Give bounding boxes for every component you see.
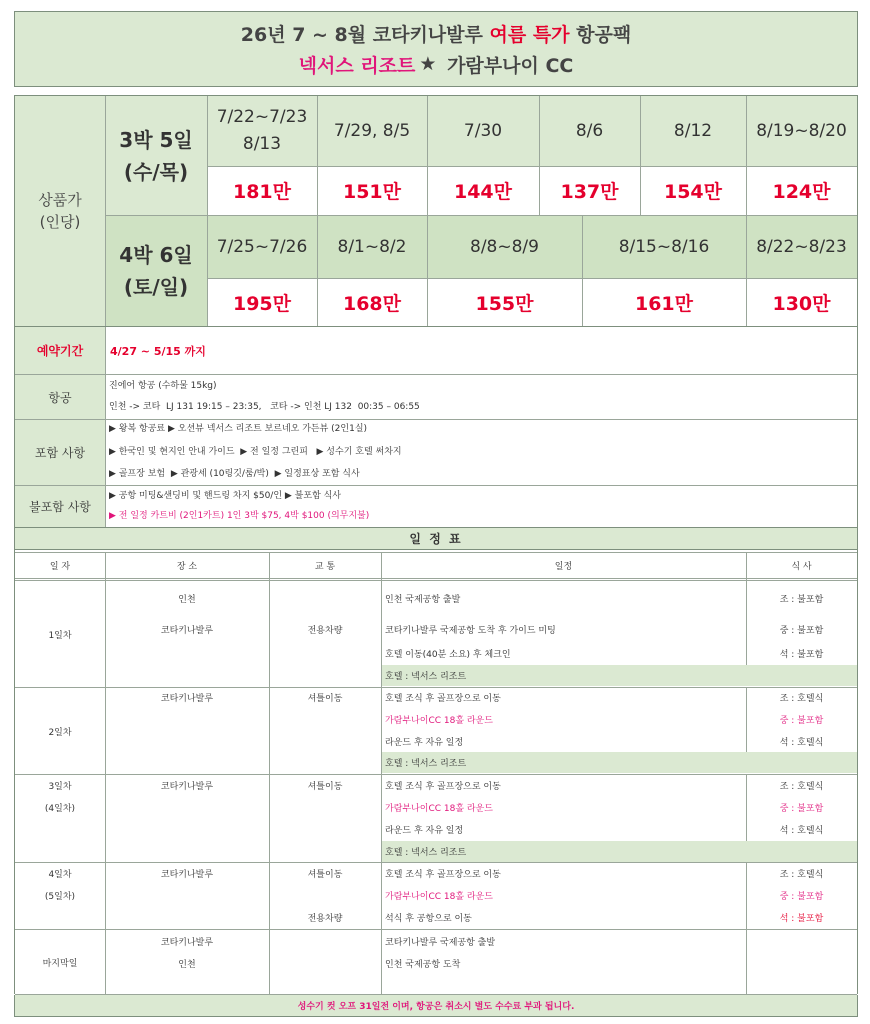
schedule-title <box>14 528 858 550</box>
itinerary-item <box>382 733 742 749</box>
transport-text: 셔틀이동 <box>307 781 343 792</box>
hotel-name: 호텔 : 넥서스 리조트 <box>385 758 467 769</box>
day-2 <box>15 688 105 774</box>
place <box>105 933 269 949</box>
meal-text: 석 : 불포함 <box>779 649 824 660</box>
transport <box>269 621 381 637</box>
p3-date-cell <box>427 96 539 166</box>
place <box>105 590 269 606</box>
p3-date-cell <box>640 96 746 166</box>
incl-label-text: 포함 사항 <box>34 446 86 460</box>
p4-price <box>582 278 746 326</box>
meal <box>746 887 857 903</box>
reserve-label <box>15 327 105 374</box>
meal <box>746 865 857 881</box>
p3-date: 7/29, 8/5 <box>333 121 411 141</box>
p3-date: 7/22~7/23 8/13 <box>216 107 308 154</box>
meal <box>746 821 857 837</box>
schedule-title-text: 일 정 표 <box>409 532 463 546</box>
p3-date-cell <box>317 96 427 166</box>
day-label: 마지막일 <box>42 958 78 969</box>
reserve-label-text: 예약기간 <box>36 344 84 358</box>
day-sub-label: (5일차) <box>44 891 76 902</box>
itinerary-item <box>382 909 742 925</box>
day-label: 3일차 <box>48 781 72 792</box>
itinerary-item <box>382 711 742 727</box>
itinerary-text: 석식 후 공항으로 이동 <box>385 913 472 924</box>
col-header-text: 교 통 <box>314 561 336 572</box>
p4-price <box>317 278 427 326</box>
p4-price <box>207 278 317 326</box>
hotel-name: 호텔 : 넥서스 리조트 <box>385 847 467 858</box>
divider <box>105 327 106 527</box>
p4-price-value: 161만 <box>634 292 693 315</box>
day-last <box>15 930 105 994</box>
day-label: 4일차 <box>48 869 72 880</box>
p4-date: 8/22~8/23 <box>756 237 847 257</box>
p4-date: 8/15~8/16 <box>618 237 710 257</box>
price-label-cell <box>15 96 105 326</box>
p3-date: 8/19~8/20 <box>756 121 847 141</box>
itinerary-item <box>382 865 742 881</box>
hotel-name: 호텔 : 넥서스 리조트 <box>385 671 467 682</box>
place-text: 코타키나발루 <box>160 693 214 704</box>
divider <box>15 929 857 930</box>
excl-label <box>15 486 105 527</box>
day-4 <box>15 865 105 881</box>
divider <box>582 216 583 326</box>
day-3 <box>15 777 105 793</box>
col-header-text: 식 사 <box>791 561 812 572</box>
divider <box>15 687 857 688</box>
meal-text: 중 : 불포함 <box>779 625 824 636</box>
reserve-value-text: 4/27 ~ 5/15 까지 <box>110 344 206 358</box>
col-header-itinerary <box>381 553 746 577</box>
footer-note <box>14 995 858 1017</box>
meal-text: 조 : 호텔식 <box>779 693 824 704</box>
divider <box>207 96 208 326</box>
meal <box>746 689 857 705</box>
p3-price <box>207 166 317 215</box>
hotel-text <box>382 754 742 770</box>
incl-line-3 <box>109 467 849 481</box>
meal-text: 조 : 호텔식 <box>779 781 824 792</box>
p4-price-value: 155만 <box>475 292 534 315</box>
itinerary-item <box>382 777 742 793</box>
incl-line-3-text: ▶ 골프장 보험 ▶ 관광세 (10링깃/룸/박) ▶ 일정표상 포함 식사 <box>109 469 360 479</box>
meal-text: 중 : 불포함 <box>779 715 824 726</box>
divider <box>105 215 857 216</box>
col-header-meals <box>746 553 857 577</box>
divider <box>15 862 857 863</box>
p4-date: 7/25~7/26 <box>216 237 308 257</box>
air-line-2 <box>109 400 849 414</box>
itinerary-text: 가람부나이CC 18홀 라운드 <box>385 891 493 902</box>
air-line-2-text: 인천 -> 코타 LJ 131 19:15 – 23:35, 코타 -> 인천 LJ 132 00:35 – 06:55 <box>109 402 420 412</box>
p3-price <box>640 166 746 215</box>
itinerary-text: 호텔 이동(40분 소요) 후 체크인 <box>385 649 511 660</box>
p4-price-value: 195만 <box>232 292 291 315</box>
itinerary-text: 인천 국제공항 출발 <box>385 594 461 605</box>
p3-price-value: 124만 <box>772 181 831 203</box>
itinerary-text: 호텔 조식 후 골프장으로 이동 <box>385 781 501 792</box>
itinerary-text: 호텔 조식 후 골프장으로 이동 <box>385 693 501 704</box>
divider <box>15 374 857 375</box>
incl-line-2-text: ▶ 한국인 및 현지인 안내 가이드 ▶ 전 일정 그린피 ▶ 성수기 호텔 써차지 <box>109 447 402 457</box>
itinerary-item <box>382 621 742 637</box>
col-header-day <box>15 553 105 577</box>
itinerary-text: 코타키나발루 국제공항 출발 <box>385 937 496 948</box>
p4-date-cell <box>746 216 857 278</box>
divider <box>269 553 270 994</box>
meal-text: 석 : 호텔식 <box>779 825 824 836</box>
air-label-text: 항공 <box>48 390 72 405</box>
meal <box>746 799 857 815</box>
divider <box>15 485 857 486</box>
col-header-text: 일정 <box>554 561 573 572</box>
p3-date: 8/6 <box>575 121 604 141</box>
incl-line-1-text: ▶ 왕복 항공료 ▶ 오션뷰 넥서스 리조트 보르네오 가든뷰 (2인1실) <box>109 424 368 434</box>
p3-date: 7/30 <box>463 121 503 141</box>
col-header-place <box>105 553 269 577</box>
divider <box>317 216 318 326</box>
p3-price-value: 144만 <box>453 181 512 203</box>
excl-line-1 <box>109 489 849 503</box>
incl-label <box>15 420 105 485</box>
place-text: 코타키나발루 <box>160 781 214 792</box>
p4-price-value: 168만 <box>342 292 401 315</box>
transport <box>269 777 381 793</box>
p4-label-cell <box>105 216 207 326</box>
divider <box>539 96 540 215</box>
meal-text: 중 : 불포함 <box>779 891 824 902</box>
col-header-transport <box>269 553 381 577</box>
incl-line-2 <box>109 445 849 459</box>
place <box>105 865 269 881</box>
itinerary-item <box>382 887 742 903</box>
itinerary-item <box>382 821 742 837</box>
day-sub-label: (4일차) <box>44 803 76 814</box>
excl-line-2 <box>109 509 849 523</box>
resort-name: 넥서스 리조트 <box>298 54 416 77</box>
footer-note-text: 성수기 컷 오프 31일전 이며, 항공은 취소시 별도 수수료 부과 됩니다. <box>297 1002 575 1012</box>
p3-date-cell <box>746 96 857 166</box>
place <box>105 777 269 793</box>
hotel-text <box>382 667 742 683</box>
day-label: 2일차 <box>48 727 72 738</box>
itinerary-item <box>382 933 742 949</box>
divider <box>746 96 747 326</box>
title-text-end: 항공팩 <box>569 23 632 46</box>
p3-date-cell <box>207 96 317 166</box>
p3-price-value: 154만 <box>663 181 722 203</box>
divider <box>746 863 747 994</box>
meal-text: 석 : 호텔식 <box>779 737 824 748</box>
divider <box>427 96 428 215</box>
day-4-sub <box>15 887 105 903</box>
day-3-sub <box>15 799 105 815</box>
p4-price <box>746 278 857 326</box>
divider <box>15 580 857 581</box>
air-line-1 <box>109 379 849 393</box>
p4-date-cell <box>582 216 746 278</box>
itinerary-text: 가람부나이CC 18홀 라운드 <box>385 715 493 726</box>
itinerary-item <box>382 955 742 971</box>
p4-date-cell <box>207 216 317 278</box>
meal-text: 조 : 불포함 <box>779 594 824 605</box>
p3-price <box>427 166 539 215</box>
itinerary-text: 라운드 후 자유 일정 <box>385 737 464 748</box>
place-text: 코타키나발루 <box>160 937 214 948</box>
meal <box>746 621 857 637</box>
meal-text: 조 : 호텔식 <box>779 869 824 880</box>
divider <box>640 96 641 215</box>
divider <box>15 552 857 553</box>
title-highlight: 여름 특가 <box>489 23 570 46</box>
transport-text: 전용차량 <box>307 625 343 636</box>
transport <box>269 865 381 881</box>
divider <box>427 216 428 326</box>
p4-price-value: 130만 <box>772 292 831 315</box>
meal-text: 중 : 불포함 <box>779 803 824 814</box>
place-text: 코타키나발루 <box>160 869 214 880</box>
itinerary-text: 코타키나발루 국제공항 도착 후 가이드 미팅 <box>385 625 556 636</box>
transport <box>269 689 381 705</box>
p3-price <box>317 166 427 215</box>
divider <box>105 96 106 326</box>
meal <box>746 777 857 793</box>
meal <box>746 733 857 749</box>
divider <box>207 166 857 167</box>
transport <box>269 909 381 925</box>
col-header-text: 장 소 <box>176 561 198 572</box>
itinerary-text: 가람부나이CC 18홀 라운드 <box>385 803 493 814</box>
air-label <box>15 375 105 419</box>
day-1 <box>15 581 105 687</box>
divider <box>317 96 318 215</box>
p3-label: 3박 5일 (수/목) <box>119 127 193 184</box>
p3-date-cell <box>539 96 640 166</box>
place <box>105 955 269 971</box>
price-label: 상품가 (인당) <box>38 191 82 231</box>
divider <box>15 774 857 775</box>
p4-price <box>427 278 582 326</box>
excl-line-1-text: ▶ 공항 미팅&샌딩비 및 핸드링 차지 $50/인 ▶ 불포함 식사 <box>109 491 342 501</box>
title-line-1 <box>14 18 858 48</box>
divider <box>105 553 106 994</box>
meal <box>746 645 857 661</box>
place <box>105 689 269 705</box>
excl-label-text: 불포함 사항 <box>29 500 91 514</box>
excl-line-2-text: ▶ 전 일정 카트비 (2인1카트) 1인 3박 $75, 4박 $100 (의무지불) <box>109 511 370 521</box>
p4-date-cell <box>317 216 427 278</box>
p3-label-cell <box>105 96 207 215</box>
transport-text: 셔틀이동 <box>307 693 343 704</box>
meal <box>746 590 857 606</box>
meal <box>746 711 857 727</box>
p4-label: 4박 6일 (토/일) <box>119 243 193 299</box>
itinerary-item <box>382 799 742 815</box>
itinerary-text: 라운드 후 자유 일정 <box>385 825 464 836</box>
p4-date: 8/8~8/9 <box>470 237 539 257</box>
divider <box>381 553 382 994</box>
reserve-value <box>107 327 807 374</box>
place-text: 코타키나발루 <box>160 625 214 636</box>
itinerary-text: 인천 국제공항 도착 <box>385 959 461 970</box>
place <box>105 621 269 637</box>
incl-line-1 <box>109 422 849 436</box>
p3-price <box>746 166 857 215</box>
divider <box>207 278 857 279</box>
divider <box>15 578 857 579</box>
p4-date: 8/1~8/2 <box>337 237 407 257</box>
star-icon: ★ <box>419 53 437 75</box>
itinerary-item <box>382 590 742 606</box>
p4-date-cell <box>427 216 582 278</box>
place-text: 인천 <box>178 594 196 605</box>
p3-date: 8/12 <box>673 121 713 141</box>
itinerary-text: 호텔 조식 후 골프장으로 이동 <box>385 869 501 880</box>
itinerary-item <box>382 689 742 705</box>
place-text: 인천 <box>178 959 196 970</box>
itinerary-item <box>382 645 742 661</box>
hotel-text <box>382 843 742 859</box>
p3-price-value: 181만 <box>232 181 291 203</box>
transport-text: 셔틀이동 <box>307 869 343 880</box>
air-line-1-text: 진에어 항공 (수하물 15kg) <box>109 381 217 391</box>
meal-text: 석 : 불포함 <box>779 913 824 924</box>
title-text: 26년 7 ~ 8월 코타키나발루 <box>240 23 490 46</box>
p3-price <box>539 166 640 215</box>
title-line-2 <box>14 48 858 80</box>
p3-price-value: 151만 <box>342 181 401 203</box>
transport-text: 전용차량 <box>307 913 343 924</box>
col-header-text: 일 자 <box>49 561 71 572</box>
divider <box>15 419 857 420</box>
day-label: 1일차 <box>48 630 72 641</box>
meal <box>746 909 857 925</box>
golf-course-name: 가람부나이 CC <box>440 54 574 77</box>
p3-price-value: 137만 <box>560 181 619 203</box>
